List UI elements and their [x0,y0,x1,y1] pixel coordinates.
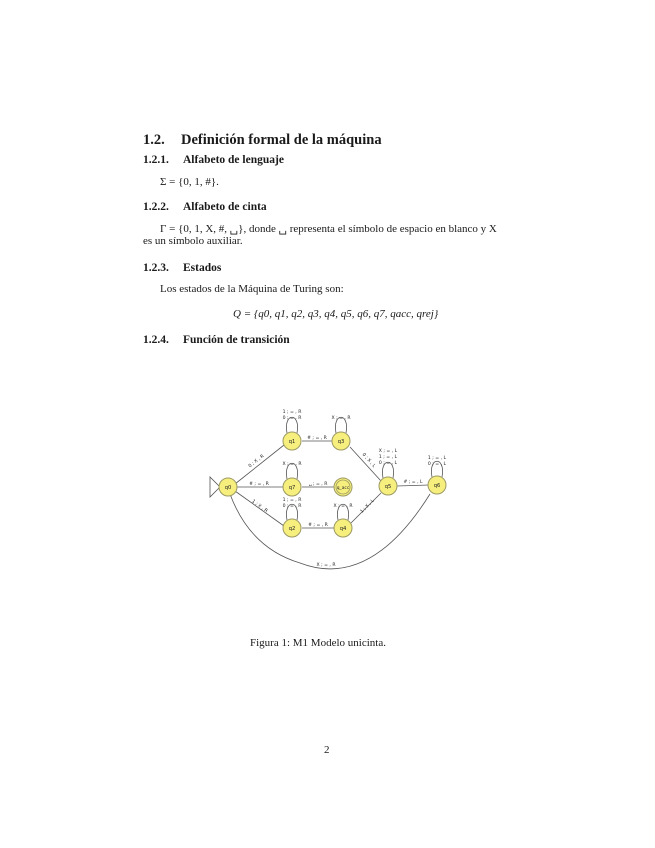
label-q5-loop-x: X ; = , L [378,449,398,454]
state-q5 [379,477,397,495]
label-q2-q4: # ; = , R [308,523,328,528]
label-q0-q1: 0 ; X , R [248,454,266,470]
label-q4-q5: 1 ; X , L [359,498,376,515]
section-number: 1.2. [143,132,165,148]
state-qacc [334,478,352,496]
subsection-title: Función de transición [183,334,290,346]
label-q2-loop-1: 1 ; = , R [282,498,302,503]
state-q1 [283,432,301,450]
svg-text:q4: q4 [339,526,347,532]
svg-text:q6: q6 [433,483,441,489]
section-title: Definición formal de la máquina [181,132,382,148]
svg-text:q3: q3 [337,439,345,445]
label-q5-loop-1: 1 ; = , L [378,455,398,460]
states-set-formula: Q = {q0, q1, q2, q3, q4, q5, q6, q7, qacc, qrej} [233,308,439,320]
state-q2 [283,519,301,537]
page-number: 2 [324,744,330,756]
subsection-title: Estados [183,262,222,274]
subsection-number: 1.2.4. [143,334,169,346]
label-q6-loop-0: 0 ; = , L [427,462,447,467]
subsection-number: 1.2.1. [143,154,169,166]
label-q4-loop: X ; = , R [333,504,353,509]
subsection-number: 1.2.2. [143,201,169,213]
subsection-title: Alfabeto de cinta [183,201,267,213]
label-q0-q7: # ; = , R [249,482,269,487]
state-q6 [428,476,446,494]
svg-text:q1: q1 [288,439,296,445]
svg-text:q5: q5 [384,484,392,490]
state-q3 [332,432,350,450]
edge-q3-q5 [350,447,381,481]
sigma-definition: Σ = {0, 1, #}. [160,176,219,188]
label-q3-q5: 0 ; X , L [360,452,377,469]
label-q0-q2: 1 ; X , R [250,499,269,514]
state-q7 [283,478,301,496]
label-q1-q3: # ; = , R [307,436,327,441]
subsection-title: Alfabeto de lenguaje [183,154,284,166]
svg-text:q7: q7 [288,485,296,491]
state-q4 [334,519,352,537]
edge-q0-q1 [235,445,284,484]
label-q6-loop-1: 1 ; = , L [427,456,447,461]
label-q1-loop-1: 1 ; = , R [282,410,302,415]
label-q3-loop: X ; = , R [331,416,351,421]
figure-caption: Figura 1: M1 Modelo unicinta. [250,637,386,649]
svg-text:q_acc: q_acc [336,486,350,491]
state-q0 [219,478,237,496]
edge-q5-q6 [397,485,429,486]
label-q1-loop-0: 0 ; = , R [282,416,302,421]
label-q7-qacc: ␣ ; = , R [308,482,328,487]
label-q5-loop-0: 0 ; = , L [378,461,398,466]
label-q5-q6: # ; = , L [403,480,423,485]
svg-text:q0: q0 [224,485,232,491]
estados-intro: Los estados de la Máquina de Turing son: [160,283,344,295]
label-q7-loop: X ; = , R [282,462,302,467]
subsection-number: 1.2.3. [143,262,169,274]
gamma-definition-line1: Γ = {0, 1, X, #, ␣}, donde ␣ representa el símbolo de espacio en blanco y X [160,223,497,235]
label-q6-q0: X ; = , R [316,563,336,568]
gamma-definition-line2: es un símbolo auxiliar. [143,235,243,247]
label-q2-loop-0: 0 ; = , R [282,504,302,509]
svg-text:q2: q2 [288,526,296,532]
